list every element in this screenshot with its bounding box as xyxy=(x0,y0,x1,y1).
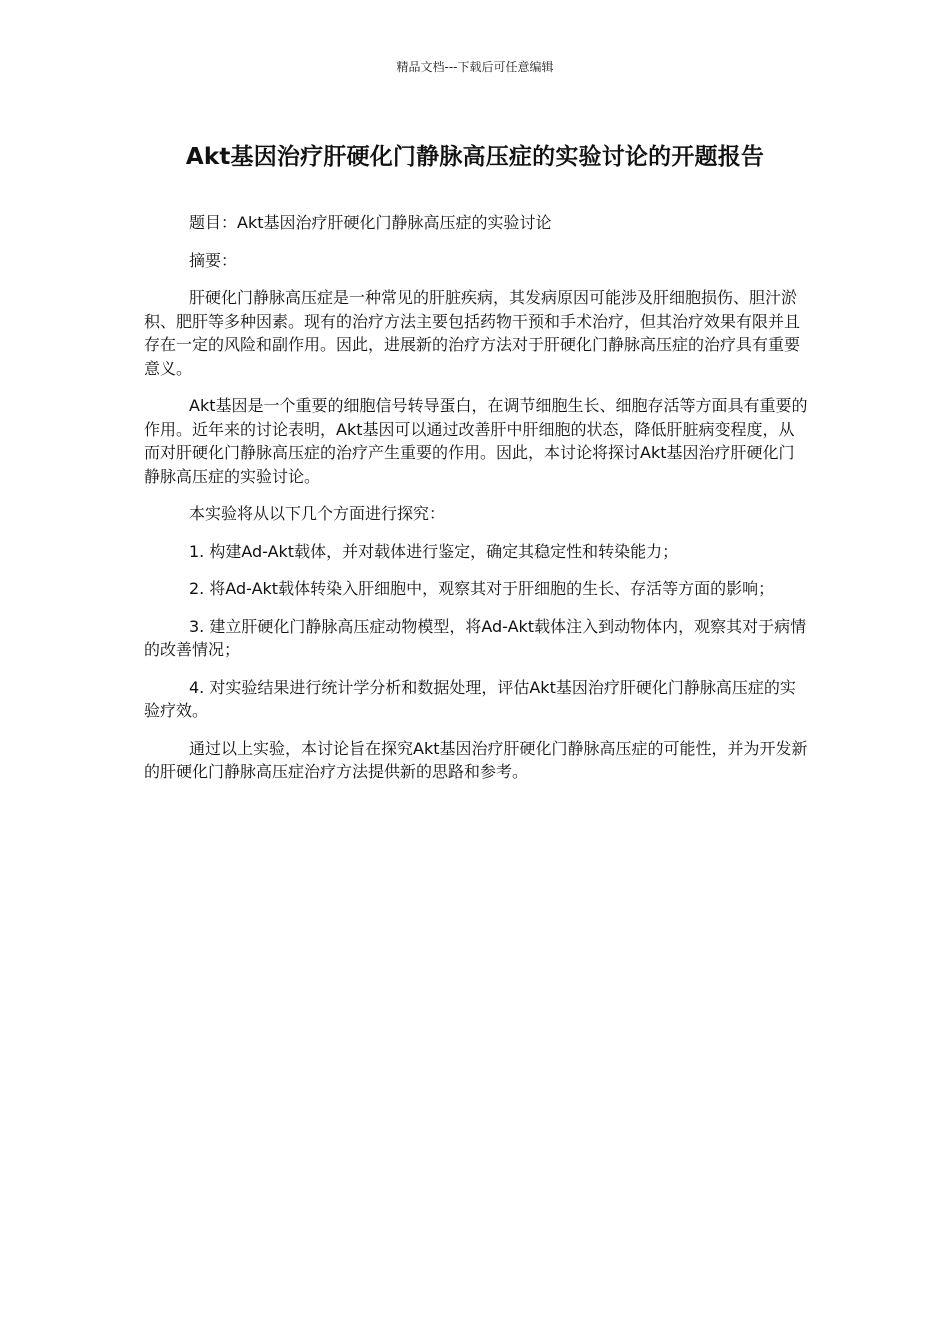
document-title: Akt基因治疗肝硬化门静脉高压症的实验讨论的开题报告 xyxy=(185,144,765,170)
paragraph-abstract-heading: 摘要： xyxy=(189,250,238,270)
document-body xyxy=(144,211,808,798)
paragraph-topic: 题目：Akt基因治疗肝硬化门静脉高压症的实验讨论 xyxy=(189,213,552,232)
paragraph-akt-intro: Akt基因是一个重要的细胞信号转导蛋白，在调节细胞生长、细胞存活等方面具有重要的作用。近年来的讨论表明，Akt基因可以通过改善肝中肝细胞的状态，降低肝脏病变程度，从而对肝硬化门静脉高压症的治疗产生重要的作用。因此，本讨论将探讨Akt基因治疗肝硬化门静脉高压症的实验讨论。 xyxy=(144,396,808,486)
paragraph-background: 肝硬化门静脉高压症是一种常见的肝脏疾病，其发病原因可能涉及肝细胞损伤、胆汁淤积、肥肝等多种因素。现有的治疗方法主要包括药物干预和手术治疗，但其治疗效果有限并且存在一定的风险和副作用。因此，进展新的治疗方法对于肝硬化门静脉高压症的治疗具有重要意义。 xyxy=(144,288,801,378)
page-header: 精品文档---下载后可任意编辑 xyxy=(396,60,554,74)
paragraph-aspects-intro: 本实验将从以下几个方面进行探究： xyxy=(189,504,446,523)
paragraph-step-4: 4. 对实验结果进行统计学分析和数据处理，评估Akt基因治疗肝硬化门静脉高压症的实验疗效。 xyxy=(144,677,796,720)
paragraph-step-3: 3. 建立肝硬化门静脉高压症动物模型，将Ad-Akt载体注入到动物体内，观察其对于病情的改善情况； xyxy=(144,616,807,659)
paragraph-conclusion: 通过以上实验，本讨论旨在探究Akt基因治疗肝硬化门静脉高压症的可能性，并为开发新的肝硬化门静脉高压症治疗方法提供新的思路和参考。 xyxy=(144,738,808,781)
paragraph-step-2: 2. 将Ad-Akt载体转染入肝细胞中，观察其对于肝细胞的生长、存活等方面的影响； xyxy=(189,579,775,598)
paragraph-step-1: 1. 构建Ad-Akt载体，并对载体进行鉴定，确定其稳定性和转染能力； xyxy=(189,541,679,561)
